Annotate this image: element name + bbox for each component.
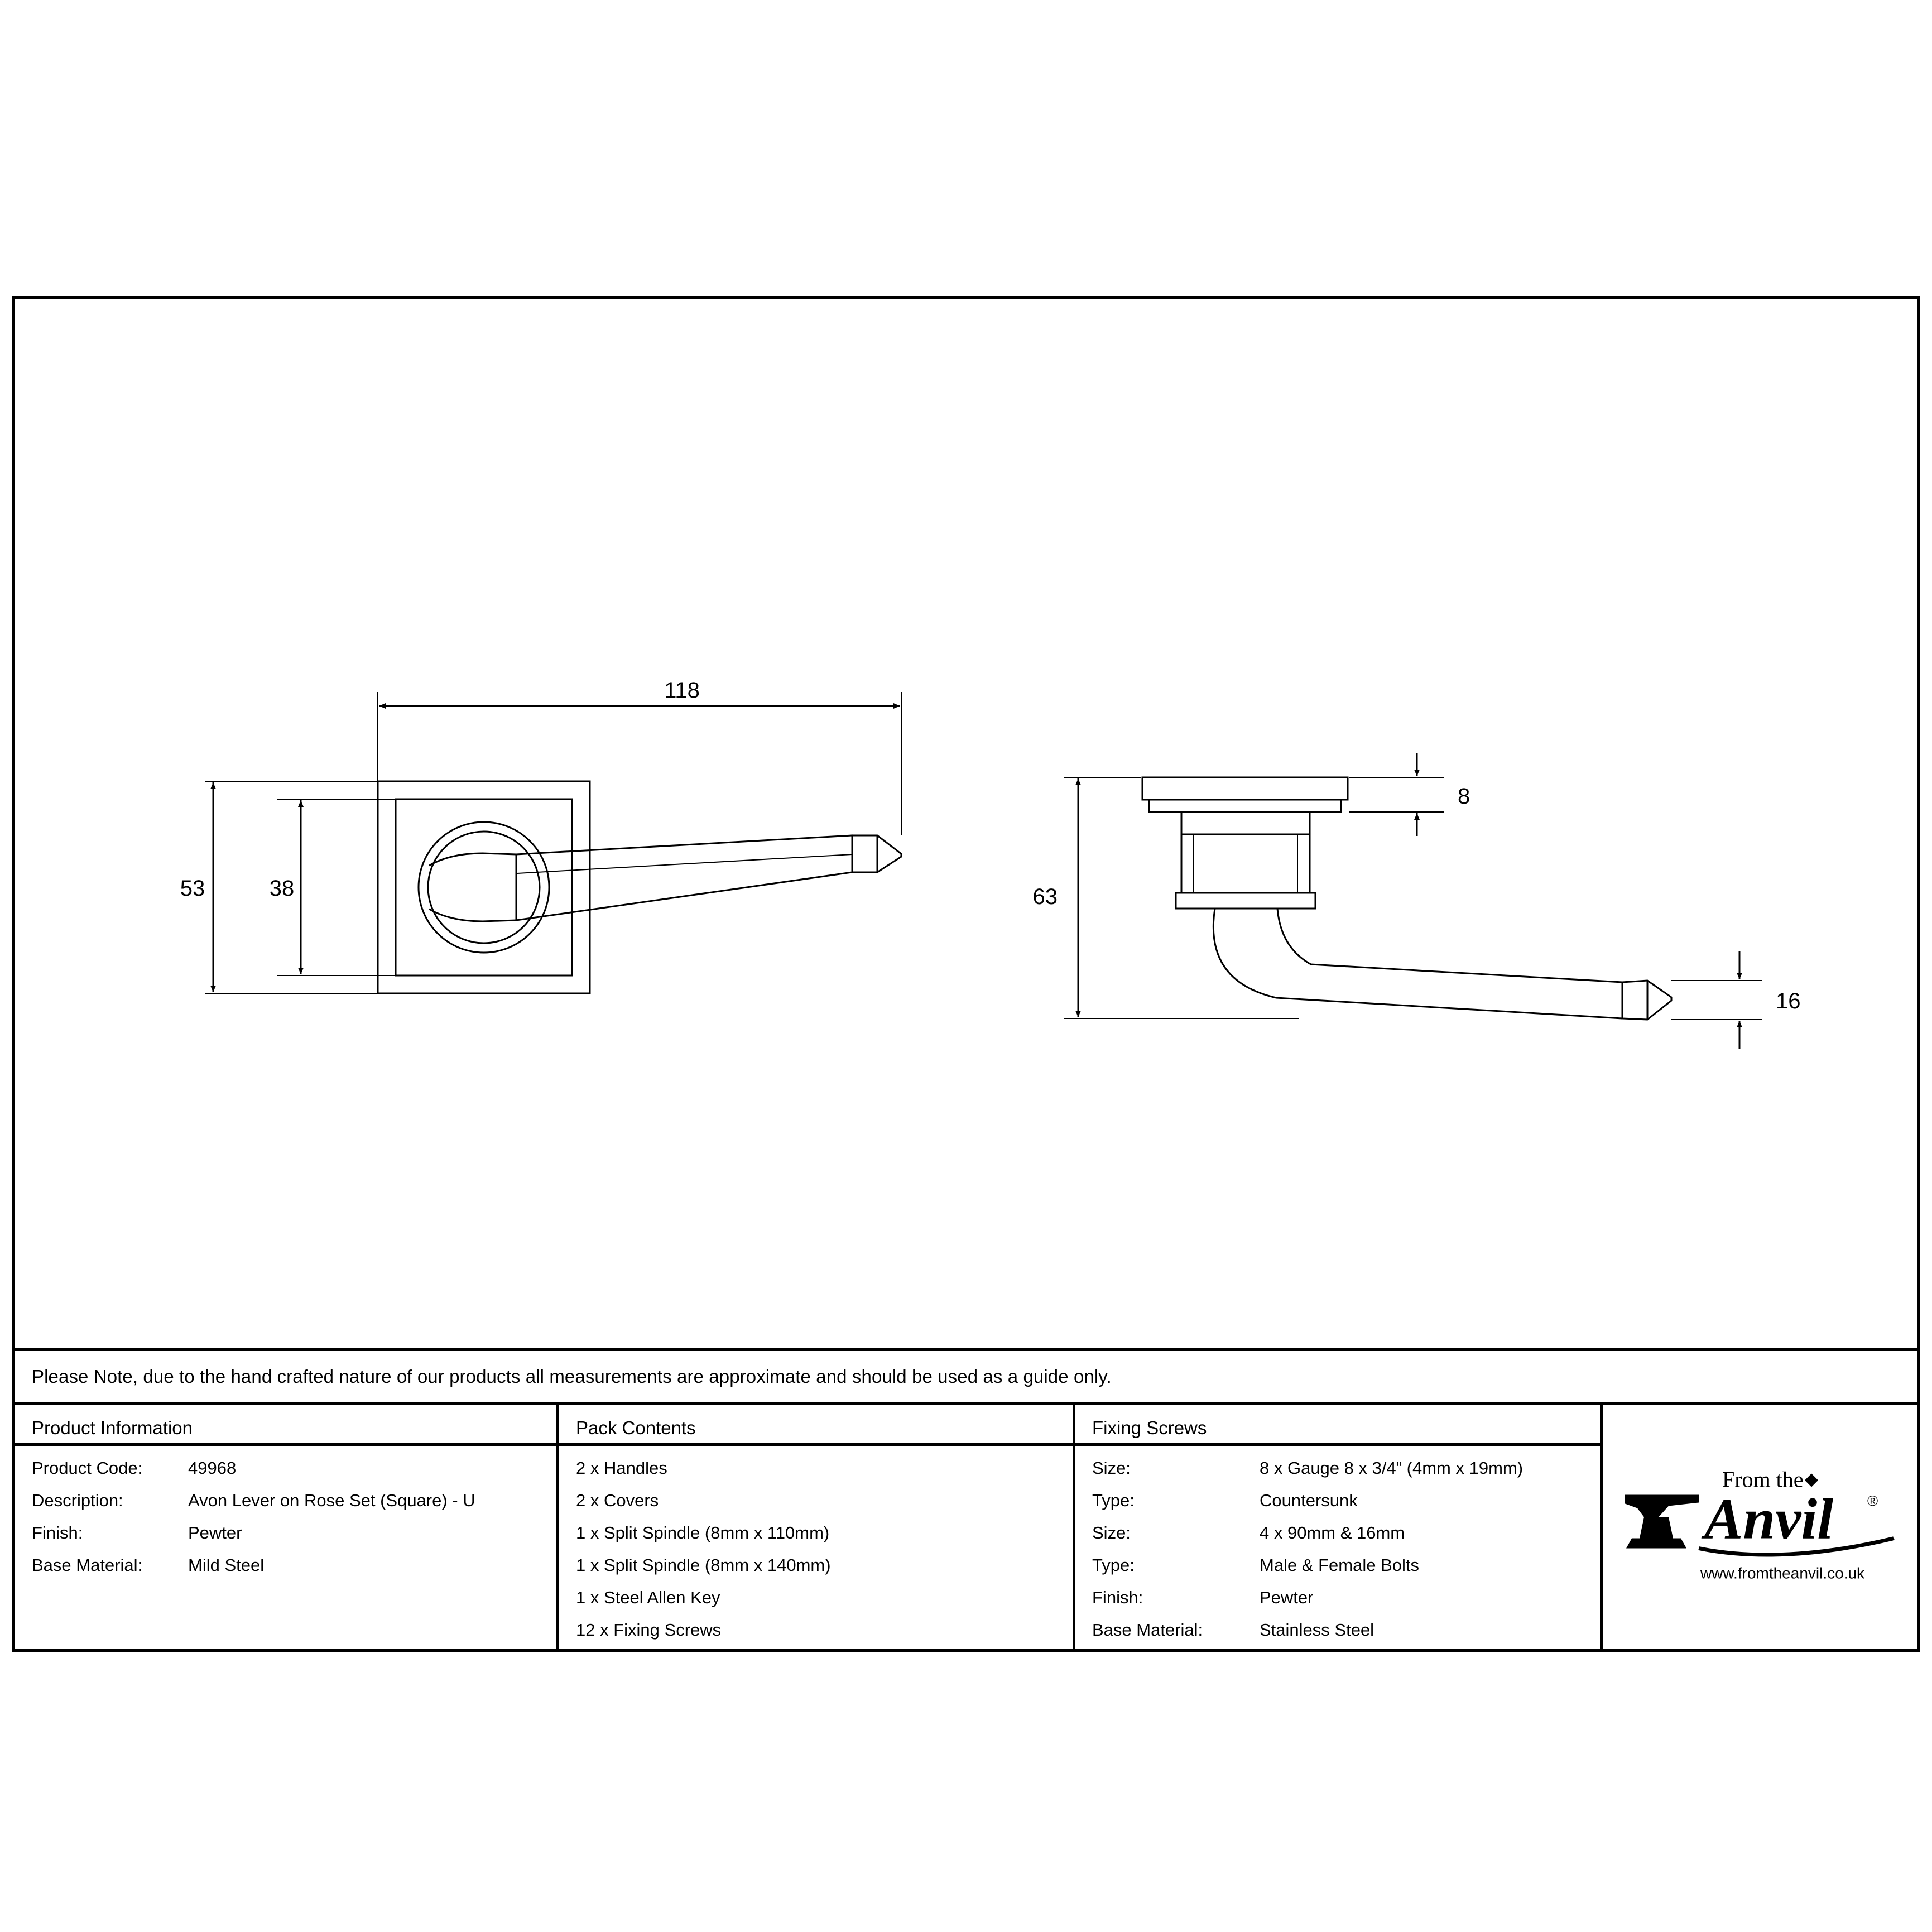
table-row <box>1092 1517 1594 1549</box>
base-material-key: Base Material: <box>32 1555 143 1575</box>
base-material-value: Mild Steel <box>188 1555 265 1575</box>
list-item: 2 x Covers <box>576 1491 659 1510</box>
screw-size-value: 8 x Gauge 8 x 3/4” (4mm x 19mm) <box>1260 1458 1524 1478</box>
fixing-screws-body <box>1092 1452 1594 1646</box>
dimension-118: 118 <box>664 678 700 703</box>
drawing-svg <box>15 299 1917 1348</box>
divider <box>15 1443 556 1446</box>
divider <box>1075 1443 1600 1446</box>
screw-size-key: Size: <box>1092 1458 1131 1478</box>
product-information-heading: Product Information <box>32 1417 193 1438</box>
bolt-size-key: Size: <box>1092 1523 1131 1542</box>
brand-logo <box>1615 1455 1905 1603</box>
finish-row <box>32 1517 551 1549</box>
product-information-body <box>32 1452 551 1582</box>
screw-type-key: Type: <box>1092 1491 1135 1510</box>
list-item: 1 x Steel Allen Key <box>576 1588 720 1607</box>
bolt-type-key: Type: <box>1092 1555 1135 1575</box>
description-value: Avon Lever on Rose Set (Square) - U <box>188 1491 475 1510</box>
table-row <box>1092 1582 1594 1614</box>
anvil-icon <box>1625 1495 1699 1549</box>
list-item: 12 x Fixing Screws <box>576 1620 722 1640</box>
note-text: Please Note, due to the hand crafted nature of our products all measurements are approximate and should be used as a guide only. <box>32 1366 1112 1387</box>
logo-website: www.fromtheanvil.co.uk <box>1700 1564 1864 1582</box>
product-code-value: 49968 <box>188 1458 237 1478</box>
divider <box>559 1443 1073 1446</box>
screw-finish-value: Pewter <box>1260 1588 1314 1607</box>
pack-contents-body <box>576 1452 1067 1646</box>
table-row <box>1092 1484 1594 1517</box>
list-item: 1 x Split Spindle (8mm x 110mm) <box>576 1523 830 1542</box>
table-row <box>1092 1549 1594 1582</box>
product-code-row <box>32 1452 551 1484</box>
measurement-note <box>15 1348 1917 1402</box>
dimension-16: 16 <box>1776 989 1801 1013</box>
description-key: Description: <box>32 1491 123 1510</box>
dimension-53: 53 <box>180 876 205 901</box>
logo-registered: ® <box>1867 1492 1878 1510</box>
screw-type-value: Countersunk <box>1260 1491 1358 1510</box>
list-item: 2 x Handles <box>576 1458 667 1478</box>
anvil-logo-svg <box>1615 1455 1905 1600</box>
fixing-screws-heading: Fixing Screws <box>1092 1417 1207 1438</box>
info-tables <box>15 1402 1917 1652</box>
diamond-icon <box>1805 1474 1818 1487</box>
screw-base-material-key: Base Material: <box>1092 1620 1203 1640</box>
dimension-8: 8 <box>1458 784 1470 809</box>
dimension-63: 63 <box>1032 885 1058 909</box>
brand-logo-column <box>1603 1405 1917 1652</box>
table-row <box>1092 1614 1594 1646</box>
logo-brand: Anvil <box>1704 1487 1833 1551</box>
logo-line1: From the <box>1722 1467 1804 1492</box>
list-item: 1 x Split Spindle (8mm x 140mm) <box>576 1555 831 1575</box>
pack-contents-column <box>559 1405 1075 1652</box>
fixing-screws-column <box>1075 1405 1603 1652</box>
drawing-sheet <box>12 296 1920 1652</box>
screw-finish-key: Finish: <box>1092 1588 1143 1607</box>
base-material-row <box>32 1549 551 1582</box>
screw-base-material-value: Stainless Steel <box>1260 1620 1374 1640</box>
description-row <box>32 1484 551 1517</box>
dimension-38: 38 <box>269 876 295 901</box>
product-code-key: Product Code: <box>32 1458 143 1478</box>
table-row <box>1092 1452 1594 1484</box>
finish-value: Pewter <box>188 1523 242 1542</box>
bolt-type-value: Male & Female Bolts <box>1260 1555 1419 1575</box>
product-information-column <box>15 1405 559 1652</box>
pack-contents-heading: Pack Contents <box>576 1417 696 1438</box>
bolt-size-value: 4 x 90mm & 16mm <box>1260 1523 1405 1542</box>
technical-drawing <box>15 299 1917 1348</box>
finish-key: Finish: <box>32 1523 83 1542</box>
